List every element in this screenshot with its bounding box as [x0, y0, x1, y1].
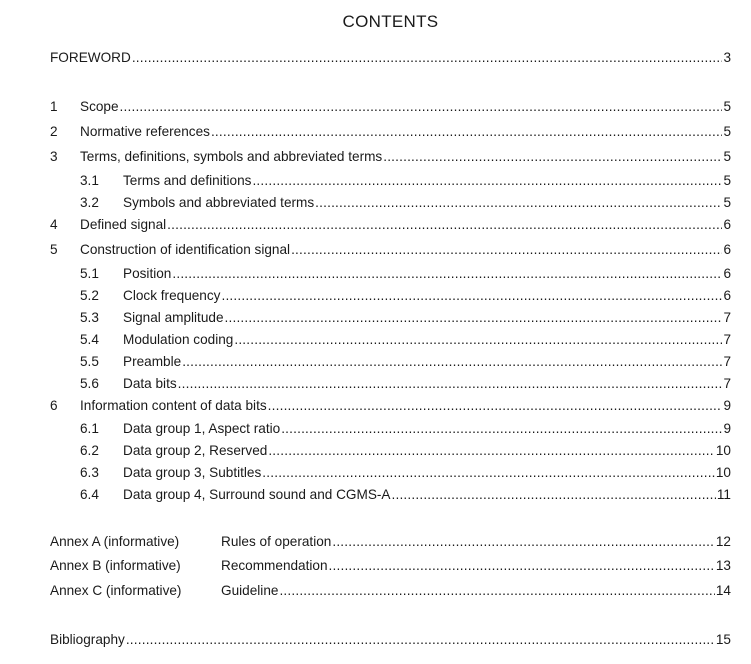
dot-leader [225, 309, 723, 327]
dot-leader [268, 442, 715, 460]
dot-leader [178, 375, 723, 393]
toc-entry-information-content[interactable] [50, 395, 731, 415]
toc-entry-text: Data group 4, Surround sound and CGMS-A [123, 487, 391, 502]
toc-entry-6-1[interactable] [80, 418, 731, 438]
toc-entry-annex-b[interactable] [50, 555, 731, 575]
toc-entry-annex-label: Annex B (informative) [50, 558, 181, 573]
toc-entry-text: Data group 3, Subtitles [123, 465, 262, 480]
toc-entry-page: 7 [723, 332, 731, 347]
toc-entry-text: FOREWORD [50, 50, 131, 65]
toc-entry-page: 14 [715, 583, 731, 598]
toc-entry-text: Symbols and abbreviated terms [123, 195, 315, 210]
toc-entry-page: 9 [723, 398, 731, 413]
toc-entry-text: Rules of operation [221, 534, 332, 549]
toc-entry-number: 6.2 [80, 443, 99, 458]
toc-entry-number: 6.3 [80, 465, 99, 480]
toc-entry-annex-label: Annex A (informative) [50, 534, 180, 549]
toc-entry-6-2[interactable] [80, 440, 731, 460]
toc-entry-page: 12 [715, 534, 731, 549]
dot-leader [315, 194, 722, 212]
toc-entry-number: 5.6 [80, 376, 99, 391]
toc-entry-text: Terms and definitions [123, 173, 252, 188]
dot-leader [211, 123, 722, 141]
toc-entry-page: 7 [723, 376, 731, 391]
toc-entry-text: Modulation coding [123, 332, 234, 347]
toc-entry-page: 6 [723, 242, 731, 257]
dot-leader [279, 582, 714, 600]
dot-leader [234, 331, 722, 349]
toc-entry-5-4[interactable] [80, 329, 731, 349]
dot-leader [182, 353, 722, 371]
toc-entry-number: 2 [50, 124, 58, 139]
toc-entry-number: 6.4 [80, 487, 99, 502]
toc-entry-6-3[interactable] [80, 462, 731, 482]
toc-entry-page: 9 [723, 421, 731, 436]
toc-entry-text: Clock frequency [123, 288, 221, 303]
toc-entry-5-5[interactable] [80, 351, 731, 371]
dot-leader [392, 486, 716, 504]
dot-leader [268, 397, 723, 415]
dot-leader [329, 557, 715, 575]
toc-entry-number: 5 [50, 242, 58, 257]
dot-leader [262, 464, 715, 482]
toc-entry-3-1[interactable] [80, 170, 731, 190]
toc-entry-page: 5 [723, 173, 731, 188]
toc-entry-foreword[interactable] [50, 47, 731, 67]
toc-entry-number: 5.5 [80, 354, 99, 369]
dot-leader [332, 533, 715, 551]
toc-entry-text: Construction of identification signal [80, 242, 291, 257]
dot-leader [126, 631, 715, 649]
toc-entry-page: 5 [723, 99, 731, 114]
toc-entry-page: 3 [723, 50, 731, 65]
toc-entry-number: 5.4 [80, 332, 99, 347]
toc-entry-number: 3.1 [80, 173, 99, 188]
toc-entry-page: 10 [715, 443, 731, 458]
dot-leader [281, 420, 722, 438]
page-title: CONTENTS [342, 12, 439, 31]
toc-entry-page: 15 [715, 632, 731, 647]
dot-leader [252, 172, 722, 190]
toc-entry-number: 1 [50, 99, 58, 114]
toc-entry-text: Preamble [123, 354, 182, 369]
toc-entry-6-4[interactable] [80, 484, 731, 504]
dot-leader [120, 98, 723, 116]
toc-entry-text: Defined signal [80, 217, 167, 232]
toc-entry-annex-label: Annex C (informative) [50, 583, 182, 598]
toc-entry-text: Signal amplitude [123, 310, 224, 325]
toc-entry-text: Scope [80, 99, 119, 114]
toc-entry-5-1[interactable] [80, 263, 731, 283]
toc-entry-number: 5.2 [80, 288, 99, 303]
toc-entry-text: Recommendation [221, 558, 328, 573]
toc-entry-5-6[interactable] [80, 373, 731, 393]
dot-leader [172, 265, 722, 283]
toc-entry-number: 5.3 [80, 310, 99, 325]
dot-leader [221, 287, 722, 305]
toc-entry-page: 10 [715, 465, 731, 480]
toc-entry-3-2[interactable] [80, 192, 731, 212]
toc-entry-number: 3.2 [80, 195, 99, 210]
toc-entry-page: 6 [723, 217, 731, 232]
toc-entry-text: Normative references [80, 124, 210, 139]
dot-leader [383, 148, 722, 166]
dot-leader [132, 49, 723, 67]
toc-entry-terms-definitions[interactable] [50, 146, 731, 166]
toc-entry-construction[interactable] [50, 239, 731, 259]
toc-entry-normative-references[interactable] [50, 121, 731, 141]
toc-entry-number: 4 [50, 217, 58, 232]
toc-entry-page: 6 [723, 266, 731, 281]
toc-entry-text: Data group 1, Aspect ratio [123, 421, 281, 436]
toc-entry-page: 7 [723, 354, 731, 369]
toc-entry-text: Data group 2, Reserved [123, 443, 268, 458]
toc-entry-page: 5 [723, 149, 731, 164]
toc-entry-scope[interactable] [50, 96, 731, 116]
toc-entry-page: 13 [715, 558, 731, 573]
toc-entry-text: Position [123, 266, 172, 281]
toc-entry-page: 11 [716, 487, 731, 502]
toc-entry-text: Guideline [221, 583, 279, 598]
toc-entry-defined-signal[interactable] [50, 214, 731, 234]
toc-entry-text: Information content of data bits [80, 398, 267, 413]
toc-entry-bibliography[interactable] [50, 629, 731, 649]
toc-entry-5-2[interactable] [80, 285, 731, 305]
toc-entry-page: 7 [723, 310, 731, 325]
dot-leader [167, 216, 722, 234]
toc-entry-annex-c[interactable] [50, 580, 731, 600]
toc-entry-number: 6 [50, 398, 58, 413]
toc-entry-text: Terms, definitions, symbols and abbreviated terms [80, 149, 383, 164]
toc-entry-5-3[interactable] [80, 307, 731, 327]
toc-entry-annex-a[interactable] [50, 531, 731, 551]
toc-entry-text: Data bits [123, 376, 177, 391]
toc-entry-text: Bibliography [50, 632, 125, 647]
toc-entry-number: 6.1 [80, 421, 99, 436]
toc-entry-number: 5.1 [80, 266, 99, 281]
dot-leader [291, 241, 722, 259]
toc-entry-page: 5 [723, 195, 731, 210]
toc-entry-page: 5 [723, 124, 731, 139]
toc-entry-page: 6 [723, 288, 731, 303]
toc-entry-number: 3 [50, 149, 58, 164]
